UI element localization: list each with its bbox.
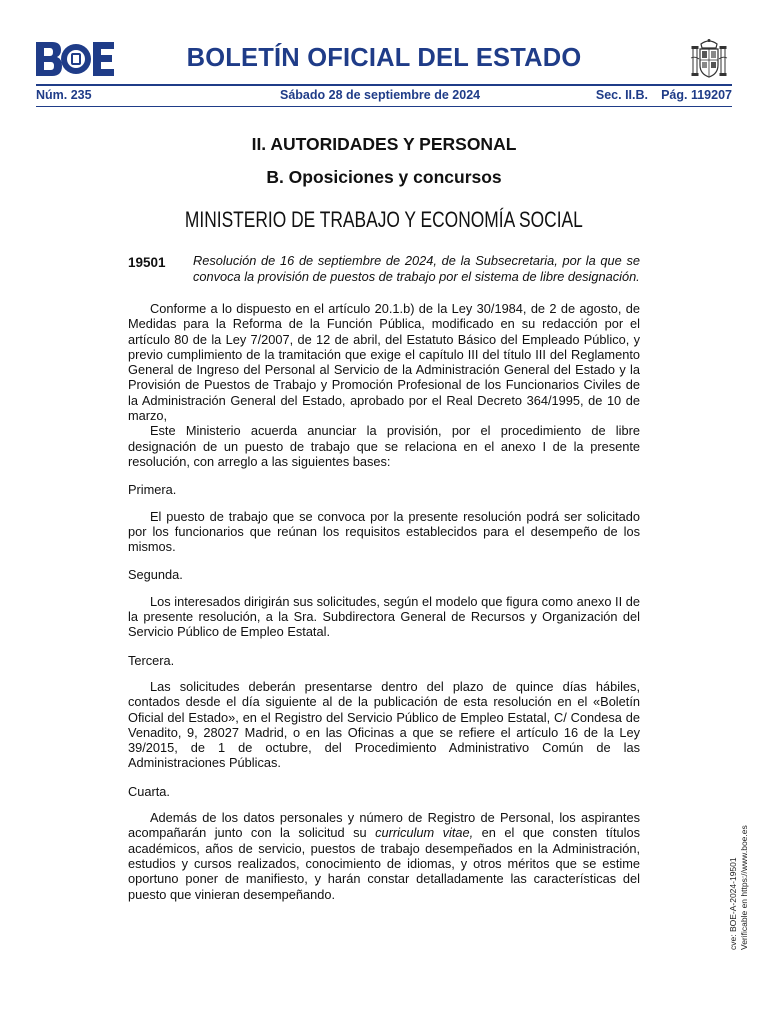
base-heading-tercera: Tercera. xyxy=(128,652,175,668)
issue-meta-bar xyxy=(36,88,732,104)
page-header xyxy=(36,38,732,84)
cuarta-text-start: Además de los datos personales y número de Registro de Personal, los aspirantes acompañarán junto con la solicitud su xyxy=(128,810,640,841)
cve-code: cve: BOE-A-2024-19501 xyxy=(728,857,738,950)
cuarta-italic-term: curriculum vitae, xyxy=(375,825,474,841)
base-heading-primera: Primera. xyxy=(128,482,177,498)
document-body xyxy=(128,301,640,902)
issue-number: Núm. 235 xyxy=(36,88,92,102)
header-rule xyxy=(36,84,732,86)
base-heading-segunda: Segunda. xyxy=(128,567,183,583)
section-code: Sec. II.B. xyxy=(595,88,648,102)
verify-url[interactable]: Verificable en https://www.boe.es xyxy=(739,825,749,950)
ministry-heading xyxy=(100,207,668,233)
paragraph-tercera: Las solicitudes deberán presentarse dentro del plazo de quince días hábiles, contados desde el día siguiente al de la publicación de esta resolución en el «Boletín Oficial del Estado», en el Registro del Servicio Público de Empleo Estatal, C/ Condesa de Venadito, 9, 28027 Madrid, o en las Oficinas a que se refiere el artículo 16 de la Ley 39/2015, de 1 de octubre, del Procedimiento Administrativo Común de las Administraciones Públicas. xyxy=(128,678,640,771)
subsection-heading: B. Oposiciones y concursos xyxy=(266,167,502,187)
issue-date: Sábado 28 de septiembre de 2024 xyxy=(280,88,481,102)
paragraph-preamble: Conforme a lo dispuesto en el artículo 20.1.b) de la Ley 30/1984, de 2 de agosto, de Medidas para la Reforma de la Función Pública, modificado en su redacción por el artículo 80 de la Ley 7/2007, de 12 de abril, del Estatuto Básico del Empleado Público, y previo cumplimiento de la tramitación que exige el capítulo III del título III del Reglamento General de Ingreso del Personal al Servicio de la Administración General del Estado y la Provisión de Puestos de Trabajo y Promoción Profesional de los Funcionarios Civiles de la Administración General del Estado, aprobado por el Real Decreto 364/1995, de 10 de marzo, xyxy=(128,301,640,424)
document-number: 19501 xyxy=(128,255,166,270)
section-heading: II. AUTORIDADES Y PERSONAL xyxy=(251,134,517,154)
meta-rule xyxy=(36,106,732,107)
paragraph-segunda: Los interesados dirigirán sus solicitudes, según el modelo que figura como anexo II de la presente resolución, a la Sra. Subdirectora General de Recursos y Organización del Servicio Público de Empleo Estatal. xyxy=(128,593,640,640)
ministry-name: MINISTERIO DE TRABAJO Y ECONOMÍA SOCIAL xyxy=(185,207,583,232)
document-summary: Resolución de 16 de septiembre de 2024, de la Subsecretaria, por la que se convoca la provisión de puestos de trabajo por el sistema de libre designación. xyxy=(193,253,640,284)
page-number: Pág. 119207 xyxy=(661,88,732,102)
spain-coat-of-arms-icon xyxy=(690,38,728,80)
paragraph-primera: El puesto de trabajo que se convoca por la presente resolución podrá ser solicitado por los funcionarios que reúnan los requisitos establecidos para el desempeño de los mismos. xyxy=(128,508,640,555)
paragraph-cuarta xyxy=(128,810,640,902)
verification-sidebar xyxy=(728,810,752,950)
bulletin-title: BOLETÍN OFICIAL DEL ESTADO xyxy=(186,44,582,72)
cuarta-text-end: en el que consten títulos académicos, años de servicio, puestos de trabajo desempeñados en la Administración, estudios y cursos realizados, conocimiento de idiomas, y otros méritos que se estime oportuno poner de manifiesto, y harán constar detalladamente las características del puesto que vinieran desempeñando. xyxy=(128,825,640,902)
paragraph-resolution: Este Ministerio acuerda anunciar la provisión, por el procedimiento de libre designación de un puesto de trabajo que se relaciona en el anexo I de la presente resolución, con arreglo a las siguientes bases: xyxy=(128,423,640,469)
boe-logo xyxy=(36,42,116,76)
base-heading-cuarta: Cuarta. xyxy=(128,783,170,799)
